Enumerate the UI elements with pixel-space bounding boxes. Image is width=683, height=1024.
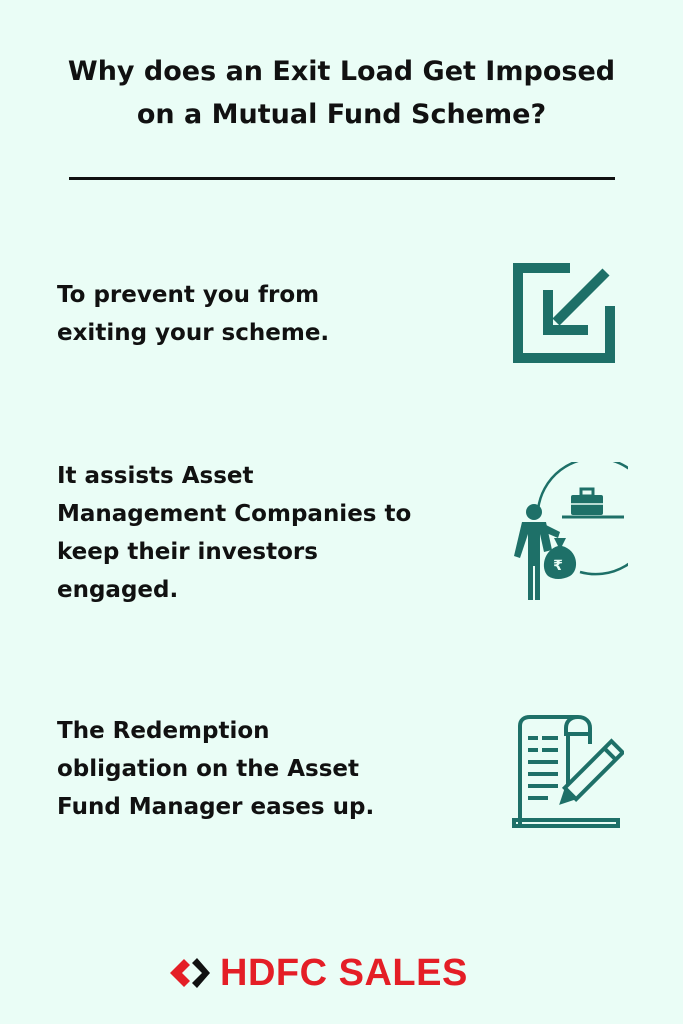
reason-1-line-2: exiting your scheme. <box>57 320 330 346</box>
reason-item-2 <box>57 457 477 609</box>
reason-3-line-3: Fund Manager eases up. <box>57 794 375 820</box>
reason-2-line-3: keep their investors <box>57 539 318 565</box>
page-title <box>0 50 683 136</box>
investor-money-bag-icon <box>508 462 628 608</box>
reason-1-line-1: To prevent you from <box>57 282 320 308</box>
reason-3-line-2: obligation on the Asset <box>57 756 360 782</box>
title-line-1: Why does an Exit Load Get Imposed <box>67 56 616 87</box>
reason-item-3 <box>57 712 477 826</box>
reason-item-1 <box>57 276 477 352</box>
reason-2-line-1: It assists Asset <box>57 463 254 489</box>
reason-3-line-1: The Redemption <box>57 718 270 744</box>
brand-name: HDFC SALES <box>220 951 468 994</box>
title-line-2: on a Mutual Fund Scheme? <box>136 99 547 130</box>
reason-2-line-4: engaged. <box>57 577 179 603</box>
exit-arrow-icon <box>512 262 616 368</box>
document-pen-icon <box>512 714 624 832</box>
reason-2-line-2: Management Companies to <box>57 501 412 527</box>
svg-text:₹: ₹ <box>553 558 563 574</box>
title-divider <box>69 177 615 180</box>
brand-logo <box>170 950 468 996</box>
hdfc-logo-icon <box>170 955 210 991</box>
